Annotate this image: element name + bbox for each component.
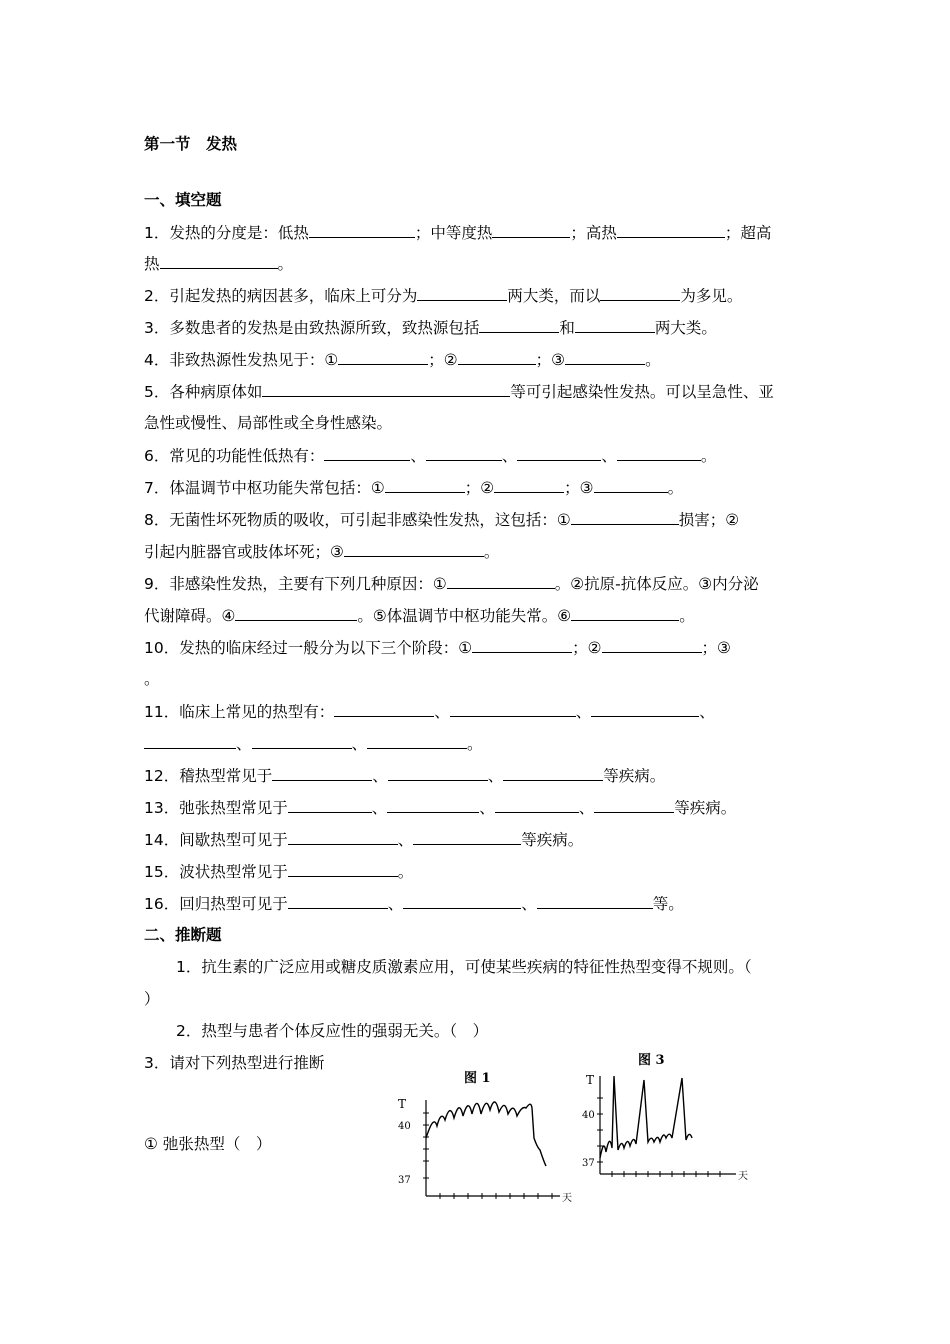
answer-blank[interactable] bbox=[600, 285, 680, 301]
section-title: 第一节 发热 bbox=[144, 135, 238, 153]
judgement-2: 2．热型与患者个体反应性的强弱无关。（ ） bbox=[176, 1022, 489, 1040]
answer-blank[interactable] bbox=[288, 893, 388, 909]
figure-1-temperature-curve bbox=[426, 1102, 546, 1166]
question-6: 6．常见的功能性低热有： 、 、 、 。 bbox=[144, 447, 717, 465]
answer-blank[interactable] bbox=[565, 349, 645, 365]
answer-blank[interactable] bbox=[334, 701, 434, 717]
answer-blank[interactable] bbox=[492, 222, 570, 238]
answer-blank[interactable] bbox=[235, 605, 357, 621]
answer-blank[interactable] bbox=[494, 477, 564, 493]
answer-blank[interactable] bbox=[503, 765, 603, 781]
answer-blank[interactable] bbox=[458, 349, 536, 365]
question-5: 5．各种病原体如 等可引起感染性发热。可以呈急性、亚 bbox=[144, 383, 774, 401]
answer-blank[interactable] bbox=[617, 222, 725, 238]
question-8-cont: 引起内脏器官或肢体坏死；③ 。 bbox=[144, 543, 500, 561]
figure-3-tick-40: 40 bbox=[582, 1110, 595, 1121]
answer-blank[interactable] bbox=[272, 765, 372, 781]
answer-blank[interactable] bbox=[517, 445, 601, 461]
question-11: 11．临床上常见的热型有： 、 、 、 bbox=[144, 703, 715, 721]
question-3: 3．多数患者的发热是由致热源所致，致热源包括 和 两大类。 bbox=[144, 319, 717, 337]
figure-1-y-label: T bbox=[398, 1097, 407, 1111]
answer-blank[interactable] bbox=[367, 733, 467, 749]
answer-blank[interactable] bbox=[403, 893, 521, 909]
figure-1-tick-40: 40 bbox=[398, 1121, 411, 1132]
answer-blank[interactable] bbox=[385, 477, 465, 493]
judgement-3-option-1: ① 弛张热型（ ） bbox=[144, 1135, 272, 1153]
answer-blank[interactable] bbox=[344, 541, 484, 557]
answer-blank[interactable] bbox=[288, 797, 372, 813]
question-14: 14．间歇热型可见于 、 等疾病。 bbox=[144, 831, 584, 849]
figure-1-x-label: 天 bbox=[562, 1193, 572, 1204]
question-9-cont: 代谢障碍。④ 。⑤体温调节中枢功能失常。⑥ 。 bbox=[144, 607, 695, 625]
question-8: 8．无菌性坏死物质的吸收，可引起非感染性发热，这包括：① 损害；② bbox=[144, 511, 740, 529]
answer-blank[interactable] bbox=[571, 509, 679, 525]
answer-blank[interactable] bbox=[338, 349, 428, 365]
answer-blank[interactable] bbox=[594, 477, 668, 493]
answer-blank[interactable] bbox=[479, 317, 559, 333]
question-16: 16．回归热型可见于 、 、 等。 bbox=[144, 895, 684, 913]
answer-blank[interactable] bbox=[144, 733, 236, 749]
question-15: 15．波状热型常见于 。 bbox=[144, 863, 414, 881]
answer-blank[interactable] bbox=[252, 733, 352, 749]
answer-blank[interactable] bbox=[262, 381, 510, 397]
answer-blank[interactable] bbox=[160, 253, 278, 269]
judgement-1: 1．抗生素的广泛应用或糖皮质激素应用，可使某些疾病的特征性热型变得不规则。（ bbox=[176, 958, 752, 976]
figure-3-y-label: T bbox=[586, 1073, 595, 1087]
judgement-1-cont: ） bbox=[144, 990, 160, 1008]
judgement-3: 3．请对下列热型进行推断 bbox=[144, 1054, 325, 1072]
fever-chart-figure-1 bbox=[392, 1068, 582, 1204]
answer-blank[interactable] bbox=[602, 637, 702, 653]
answer-blank[interactable] bbox=[450, 701, 576, 717]
question-1: 1．发热的分度是：低热 ；中等度热 ；高热 ；超高 bbox=[144, 224, 772, 242]
figure-3-tick-37: 37 bbox=[582, 1158, 595, 1169]
figure-3-title: 图 3 bbox=[638, 1053, 665, 1068]
answer-blank[interactable] bbox=[417, 285, 507, 301]
answer-blank[interactable] bbox=[594, 797, 674, 813]
answer-blank[interactable] bbox=[571, 605, 679, 621]
question-10: 10．发热的临床经过一般分为以下三个阶段：① ；② ；③ bbox=[144, 639, 731, 657]
answer-blank[interactable] bbox=[288, 861, 398, 877]
figure-1-tick-37: 37 bbox=[398, 1175, 411, 1186]
figure-1-title: 图 1 bbox=[464, 1071, 491, 1086]
answer-blank[interactable] bbox=[426, 445, 502, 461]
figure-3-temperature-curve bbox=[600, 1076, 692, 1158]
question-11-cont: 、 、 。 bbox=[144, 733, 483, 754]
question-1-cont: 热 。 bbox=[144, 255, 294, 273]
question-4: 4．非致热源性发热见于：① ；② ；③ 。 bbox=[144, 351, 661, 369]
question-10-cont: 。 bbox=[144, 670, 160, 688]
answer-blank[interactable] bbox=[447, 573, 555, 589]
answer-blank[interactable] bbox=[591, 701, 699, 717]
answer-blank[interactable] bbox=[309, 222, 415, 238]
answer-blank[interactable] bbox=[324, 445, 410, 461]
answer-blank[interactable] bbox=[413, 829, 521, 845]
fever-chart-figure-3 bbox=[578, 1048, 750, 1188]
question-7: 7．体温调节中枢功能失常包括：① ；② ；③ 。 bbox=[144, 479, 684, 497]
part1-title: 一、填空题 bbox=[144, 191, 222, 209]
answer-blank[interactable] bbox=[495, 797, 579, 813]
answer-blank[interactable] bbox=[575, 317, 655, 333]
question-9: 9．非感染性发热，主要有下列几种原因：① 。②抗原-抗体反应。③内分泌 bbox=[144, 575, 759, 593]
question-5-cont: 急性或慢性、局部性或全身性感染。 bbox=[144, 414, 393, 432]
answer-blank[interactable] bbox=[472, 637, 572, 653]
answer-blank[interactable] bbox=[537, 893, 653, 909]
answer-blank[interactable] bbox=[288, 829, 398, 845]
question-13: 13．弛张热型常见于 、 、 、 等疾病。 bbox=[144, 799, 737, 817]
question-2: 2．引起发热的病因甚多，临床上可分为 两大类，而以 为多见。 bbox=[144, 287, 743, 305]
question-12: 12．稽热型常见于 、 、 等疾病。 bbox=[144, 767, 666, 785]
figure-3-x-label: 天 bbox=[738, 1171, 748, 1182]
part2-title: 二、推断题 bbox=[144, 926, 222, 944]
answer-blank[interactable] bbox=[388, 765, 488, 781]
answer-blank[interactable] bbox=[617, 445, 701, 461]
answer-blank[interactable] bbox=[387, 797, 479, 813]
